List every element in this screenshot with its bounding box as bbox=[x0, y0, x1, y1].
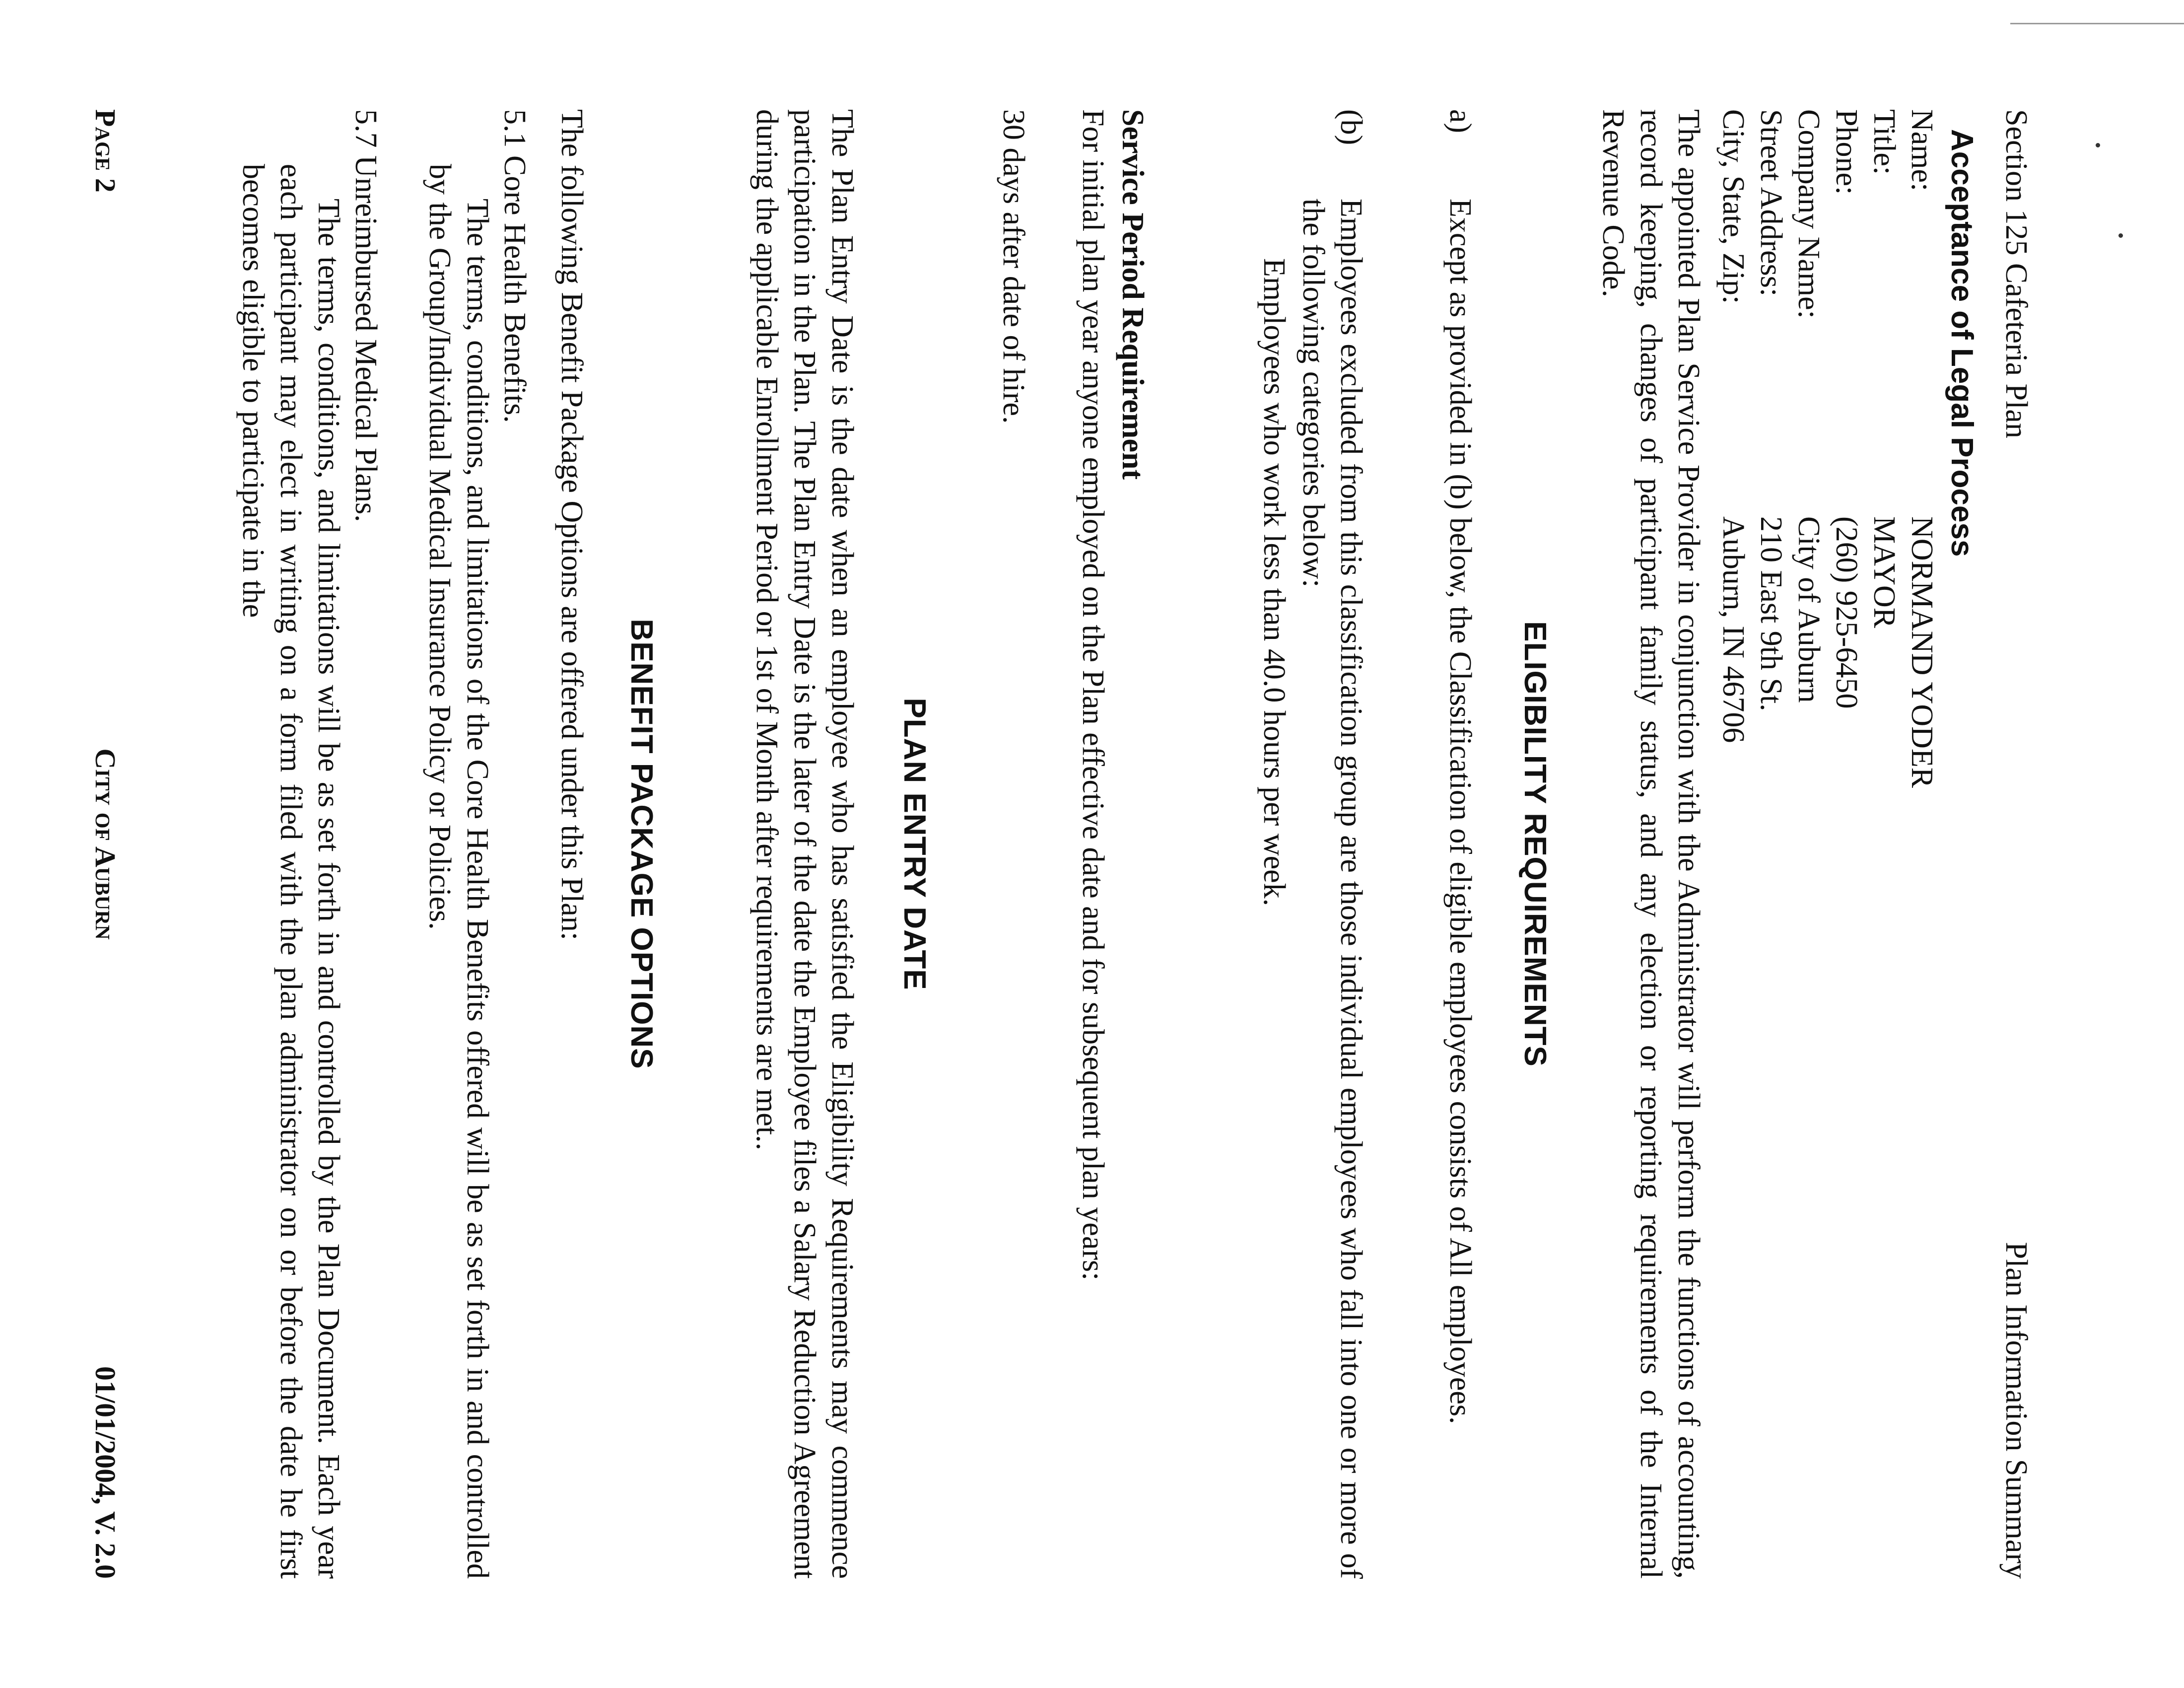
acceptance-paragraph: The appointed Plan Service Provider in conjunction with the Administrator will perform the functions of accounting, record keeping, changes of participant family status, and any election or reporting requirements of the Internal Revenue Code. bbox=[1596, 109, 1706, 1579]
service-period-text: For initial plan year anyone employed on the Plan effective date and for subsequent plan years: bbox=[1076, 109, 1110, 1281]
field-value-phone: (260) 925-6450 bbox=[1830, 516, 1863, 709]
item-b-sub: Employees who work less than 40.0 hours per week. bbox=[1257, 258, 1291, 907]
field-value-company: City of Auburn bbox=[1792, 516, 1826, 703]
footer-page-number: Page 2 bbox=[89, 109, 122, 193]
acceptance-values bbox=[1714, 516, 1941, 788]
acceptance-title: Acceptance of Legal Process bbox=[1945, 129, 1979, 557]
eligibility-heading: ELIGIBILITY REQUIREMENTS bbox=[1518, 621, 1552, 1067]
benefit-item2-text: The terms, conditions, and limitations will be as set forth in and controlled by the Plan Document. Each year each participant may elect in writing on a form filed with the plan administrator on or before the date he first becomes eligible to participate in the bbox=[236, 164, 345, 1579]
benefit-item1-text: The terms, conditions, and limitations of the Core Health Benefits offered will be as set forth in and controlled by the Group/Individual Medical Insurance Policy or Policies. bbox=[423, 164, 494, 1579]
benefit-intro: The following Benefit Package Options are offered under this Plan: bbox=[555, 109, 589, 941]
field-label-title: Title: bbox=[1867, 109, 1901, 175]
plan-entry-text: The Plan Entry Date is the date when an employee who has satisfied the Eligibility Requirements may commence participation in the Plan. The Plan Entry Date is the later of the date the Employee files a Salary Reduction Agreement during the applicable Enrollment Period or 1st of Month after requirements are met.. bbox=[750, 109, 859, 1579]
benefit-heading: BENEFIT PACKAGE OPTIONS bbox=[624, 619, 659, 1069]
field-value-name: NORMAND YODER bbox=[1905, 516, 1939, 788]
header-right: Plan Information Summary bbox=[1999, 1242, 2033, 1579]
service-period-title: Service Period Requirement bbox=[1116, 109, 1150, 480]
service-period-value: 30 days after date of hire. bbox=[997, 109, 1030, 424]
item-a-text: Except as provided in (b) below, the Classification of eligible employees consists of All employees. bbox=[1443, 199, 1477, 1424]
field-label-phone: Phone: bbox=[1830, 109, 1863, 195]
item-b-marker: (b) bbox=[1334, 109, 1368, 145]
field-value-city: Auburn, IN 46706 bbox=[1716, 516, 1750, 743]
item-b-text: Employees excluded from this classification group are those individual employees who fall into one or more of the following categories below: bbox=[1297, 199, 1368, 1579]
field-label-company: Company Name: bbox=[1792, 109, 1826, 319]
plan-entry-heading: PLAN ENTRY DATE bbox=[897, 698, 932, 990]
item-a-marker: a) bbox=[1443, 109, 1477, 134]
footer-city: City of Auburn bbox=[89, 748, 122, 940]
benefit-item2-title: 5.7 Unreimbursed Medical Plans. bbox=[349, 109, 383, 522]
benefit-item1-title: 5.1 Core Health Benefits. bbox=[498, 109, 532, 423]
field-value-title: MAYOR bbox=[1867, 516, 1901, 629]
header-left: Section 125 Cafeteria Plan bbox=[1999, 109, 2033, 438]
field-label-city: City, State, Zip: bbox=[1716, 109, 1750, 304]
field-label-street: Street Address: bbox=[1754, 109, 1788, 297]
acceptance-labels bbox=[1714, 109, 1941, 319]
field-label-name: Name: bbox=[1905, 109, 1939, 192]
field-value-street: 210 East 9th St. bbox=[1754, 516, 1788, 711]
footer-version: 01/01/2004, V. 2.0 bbox=[89, 1366, 122, 1579]
